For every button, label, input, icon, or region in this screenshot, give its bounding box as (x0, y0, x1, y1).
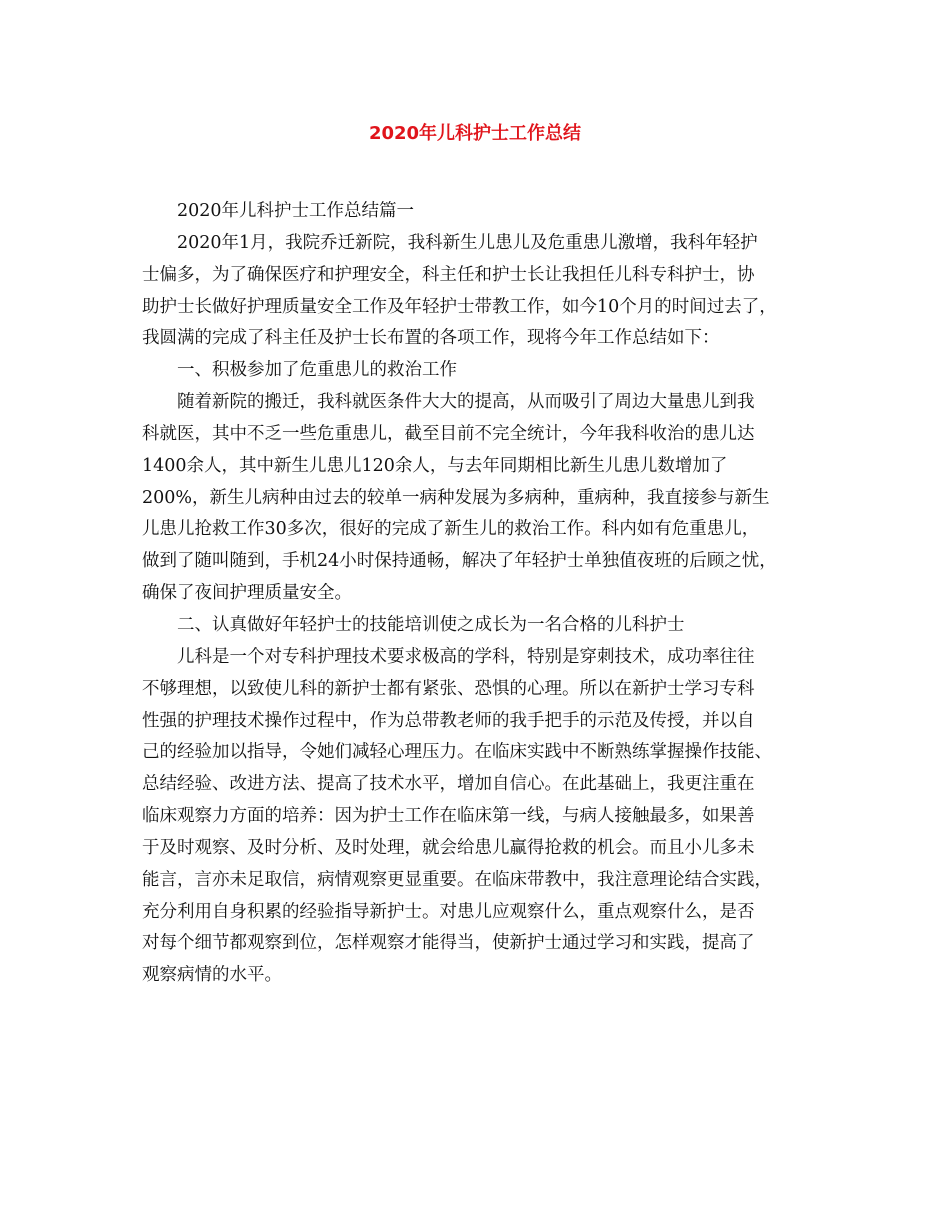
text-line-p1-1: 随着新院的搬迁，我科就医条件大大的提高，从而吸引了周边大量患儿到我 (177, 392, 755, 413)
text-line-p2-10: 对每个细节都观察到位，怎样观察才能得当，使新护士通过学习和实践，提高了 (142, 933, 755, 954)
text-line-p2-1: 儿科是一个对专科护理技术要求极高的学科，特别是穿刺技术，成功率往往 (177, 646, 755, 667)
text-line-intro-1: 2020年1月，我院乔迁新院，我科新生儿患儿及危重患儿激增，我科年轻护 (177, 232, 758, 253)
document-body (142, 196, 807, 992)
text-line-p2-2: 不够理想，以致使儿科的新护士都有紧张、恐惧的心理。所以在新护士学习专科 (142, 678, 755, 699)
text-line-p2-9: 充分利用自身积累的经验指导新护士。对患儿应观察什么，重点观察什么，是否 (142, 901, 755, 922)
text-line-p2-7: 于及时观察、及时分析、及时处理，就会给患儿赢得抢救的机会。而且小儿多未 (142, 837, 755, 858)
text-line-p2-8: 能言，言亦未足取信，病情观察更显重要。在临床带教中，我注意理论结合实践， (142, 869, 772, 890)
text-line-subtitle: 2020年儿科护士工作总结篇一 (177, 201, 415, 221)
text-line-p1-3: 1400余人，其中新生儿患儿120余人，与去年同期相比新生儿患儿数增加了 (142, 455, 728, 476)
text-line-p1-6: 做到了随叫随到，手机24小时保持通畅，解决了年轻护士单独值夜班的后顾之忧， (142, 551, 777, 572)
text-line-p1-7: 确保了夜间护理质量安全。 (142, 583, 352, 604)
text-line-p2-6: 临床观察力方面的培养：因为护士工作在临床第一线，与病人接触最多，如果善 (142, 806, 755, 827)
text-line-p2-4: 己的经验加以指导，令她们减轻心理压力。在临床实践中不断熟练掌握操作技能、 (142, 742, 772, 763)
text-line-intro-4: 我圆满的完成了科主任及护士长布置的各项工作，现将今年工作总结如下： (142, 328, 720, 349)
text-line-heading-1: 一、积极参加了危重患儿的救治工作 (177, 360, 457, 381)
text-line-p1-5: 儿患儿抢救工作30多次，很好的完成了新生儿的救治工作。科内如有危重患儿， (142, 519, 760, 540)
text-line-p1-2: 科就医，其中不乏一些危重患儿，截至目前不完全统计，今年我科收治的患儿达 (142, 423, 755, 444)
text-line-p1-4: 200%，新生儿病种由过去的较单一病种发展为多病种，重病种，我直接参与新生 (142, 487, 770, 508)
text-line-p2-11: 观察病情的水平。 (142, 965, 282, 986)
text-line-intro-2: 士偏多，为了确保医疗和护理安全，科主任和护士长让我担任儿科专科护士，协 (142, 264, 755, 285)
text-line-p2-5: 总结经验、改进方法、提高了技术水平，增加自信心。在此基础上，我更注重在 (142, 774, 755, 795)
document-title: 2020年儿科护士工作总结 (368, 123, 582, 144)
text-line-heading-2: 二、认真做好年轻护士的技能培训使之成长为一名合格的儿科护士 (177, 614, 685, 635)
text-line-p2-3: 性强的护理技术操作过程中，作为总带教老师的我手把手的示范及传授，并以自 (142, 710, 755, 731)
text-line-intro-3: 助护士长做好护理质量安全工作及年轻护士带教工作，如今10个月的时间过去了， (142, 296, 777, 317)
